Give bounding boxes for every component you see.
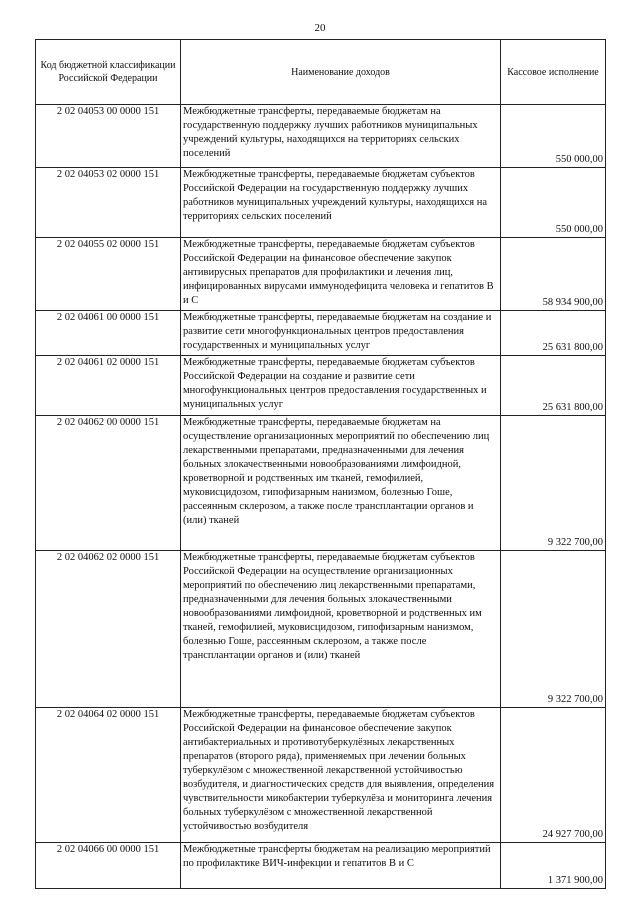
header-name: Наименование доходов xyxy=(181,40,501,105)
row-amount: 550 000,00 xyxy=(501,168,606,238)
table-row xyxy=(36,416,606,551)
table-row xyxy=(36,105,606,168)
header-amount: Кассовое исполнение xyxy=(501,40,606,105)
row-name: Межбюджетные трансферты, передаваемые бюджетам на создание и развитие сети многофункциональных центров предоставления государственных и муниципальных услуг xyxy=(181,311,501,356)
row-code: 2 02 04055 02 0000 151 xyxy=(36,238,181,311)
table-row xyxy=(36,708,606,843)
row-amount: 58 934 900,00 xyxy=(501,238,606,311)
row-amount: 24 927 700,00 xyxy=(501,708,606,843)
table-row xyxy=(36,311,606,356)
row-code: 2 02 04062 00 0000 151 xyxy=(36,416,181,551)
row-code: 2 02 04061 02 0000 151 xyxy=(36,356,181,416)
row-name: Межбюджетные трансферты, передаваемые бюджетам субъектов Российской Федерации на финансовое обеспечение закупок антивирусных препаратов для профилактики и лечения лиц, инфицированных вирусами иммунодефицита человека и гепатитов В и С xyxy=(181,238,501,311)
row-amount: 550 000,00 xyxy=(501,105,606,168)
table-row xyxy=(36,843,606,889)
row-code: 2 02 04061 00 0000 151 xyxy=(36,311,181,356)
row-code: 2 02 04064 02 0000 151 xyxy=(36,708,181,843)
row-name: Межбюджетные трансферты бюджетам на реализацию мероприятий по профилактике ВИЧ-инфекции и гепатитов В и С xyxy=(181,843,501,889)
row-name: Межбюджетные трансферты, передаваемые бюджетам субъектов Российской Федерации на государственную поддержку лучших работников муниципальных учреждений культуры, находящихся на территориях сельских поселений xyxy=(181,168,501,238)
table-row xyxy=(36,356,606,416)
row-amount: 25 631 800,00 xyxy=(501,311,606,356)
row-name: Межбюджетные трансферты, передаваемые бюджетам субъектов Российской Федерации на финансовое обеспечение закупок антибактериальных и противотуберкулёзных лекарственных препаратов (второго ряда), применяемых при лечении больных туберкулёзом с множественной лекарственной устойчивостью возбудителя, и диагностических средств для выявления, определения чувствительности микобактерии туберкулёза и мониторинга лечения больных туберкулёзом с множественной лекарственной устойчивостью возбудителя xyxy=(181,708,501,843)
row-code: 2 02 04066 00 0000 151 xyxy=(36,843,181,889)
row-code: 2 02 04053 02 0000 151 xyxy=(36,168,181,238)
row-name: Межбюджетные трансферты, передаваемые бюджетам субъектов Российской Федерации на создание и развитие сети многофункциональных центров предоставления государственных и муниципальных услуг xyxy=(181,356,501,416)
row-name: Межбюджетные трансферты, передаваемые бюджетам на государственную поддержку лучших работников муниципальных учреждений культуры, находящихся на территориях сельских поселений xyxy=(181,105,501,168)
row-amount: 1 371 900,00 xyxy=(501,843,606,889)
row-code: 2 02 04062 02 0000 151 xyxy=(36,551,181,708)
table-header-row xyxy=(36,40,606,105)
table-row xyxy=(36,168,606,238)
income-table xyxy=(35,39,606,889)
row-code: 2 02 04053 00 0000 151 xyxy=(36,105,181,168)
header-code: Код бюджетной классификации Российской Федерации xyxy=(36,40,181,105)
row-amount: 9 322 700,00 xyxy=(501,551,606,708)
row-amount: 25 631 800,00 xyxy=(501,356,606,416)
page-number: 20 xyxy=(314,22,326,34)
table-row xyxy=(36,238,606,311)
row-name: Межбюджетные трансферты, передаваемые бюджетам на осуществление организационных мероприятий по обеспечению лиц лекарственными препаратами, предназначенными для лечения больных злокачественными новообразованиями лимфоидной, кроветворной и родственных им тканей, гемофилией, муковисцидозом, гипофизарным нанизмом, болезнью Гоше, рассеянным склерозом, а также после трансплантации органов и (или) тканей xyxy=(181,416,501,551)
row-amount: 9 322 700,00 xyxy=(501,416,606,551)
row-name: Межбюджетные трансферты, передаваемые бюджетам субъектов Российской Федерации на осуществление организационных мероприятий по обеспечению лиц лекарственными препаратами, предназначенными для лечения больных злокачественными новообразованиями лимфоидной, кроветворной и родственных им тканей, гемофилией, муковисцидозом, гипофизарным нанизмом, болезнью Гоше, рассеянным склерозом, а также после трансплантации органов и (или) тканей xyxy=(181,551,501,708)
table-row xyxy=(36,551,606,708)
